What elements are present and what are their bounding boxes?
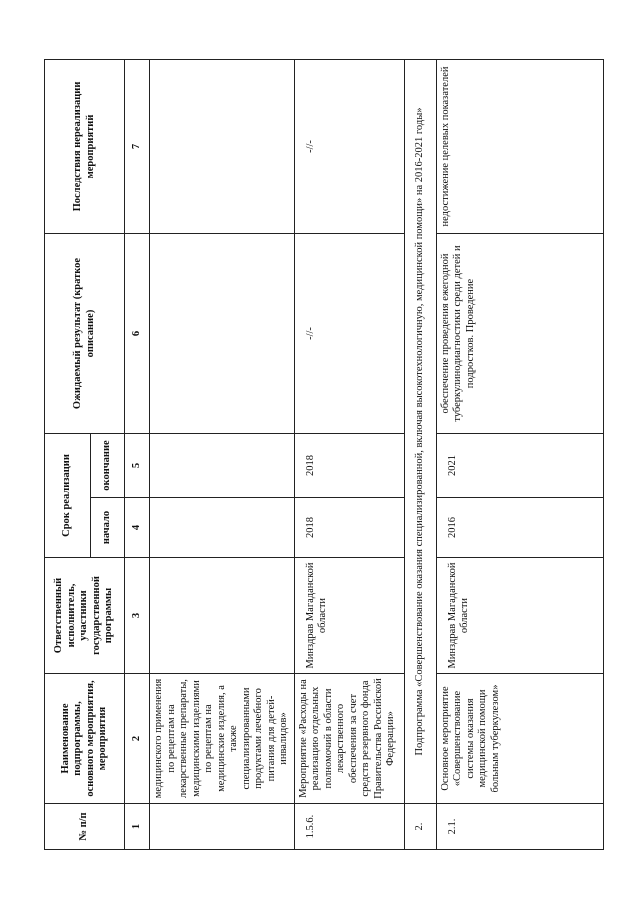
header-name: Наименование подпрограммы, основного мероприятия, мероприятия [45, 674, 125, 804]
table-row [294, 60, 404, 850]
col-number: 5 [125, 434, 150, 498]
row-end-cell [150, 434, 295, 498]
row-executor-cell: Минздрав Магаданской области [294, 558, 404, 674]
row-num-cell: 1.5.6. [294, 804, 404, 850]
table-row [150, 60, 295, 850]
header-row [45, 60, 91, 850]
row-name-cell: Мероприятие «Расходы на реализацию отдельных полномочий в области лекарственного обеспечения за счет средств резервного фонда Правительства Российской Федерации» [294, 674, 404, 804]
program-table [44, 59, 604, 850]
row-executor-cell [150, 558, 295, 674]
col-number: 1 [125, 804, 150, 850]
row-consequence-cell: недостижение целевых показателей [436, 60, 604, 234]
row-num-cell: 2. [404, 804, 436, 850]
row-num-cell [150, 804, 295, 850]
row-name-cell: Основное мероприятие «Совершенствование системы оказания медицинской помощи больным туберкулезом» [436, 674, 604, 804]
subprogram-row [404, 60, 436, 850]
col-number: 4 [125, 498, 150, 558]
subprogram-title: Подпрограмма «Совершенствование оказания специализированной, включая высокотехнологичную, медицинской помощи» на 2016-2021 годы» [404, 60, 436, 804]
rotated-table-frame [44, 60, 604, 850]
header-start: начало [91, 498, 125, 558]
row-consequence-cell [150, 60, 295, 234]
row-num-cell: 2.1. [436, 804, 604, 850]
row-end-cell: 2018 [294, 434, 404, 498]
row-start-cell: 2018 [294, 498, 404, 558]
row-result-cell: -//- [294, 234, 404, 434]
header-executor: Ответственный исполнитель, участники государственной программы [45, 558, 125, 674]
header-num: № п/п [45, 804, 125, 850]
table-row [436, 60, 604, 850]
row-consequence-cell: -//- [294, 60, 404, 234]
row-result-cell [150, 234, 295, 434]
header-end: окончание [91, 434, 125, 498]
column-number-row [125, 60, 150, 850]
col-number: 7 [125, 60, 150, 234]
row-executor-cell: Минздрав Магаданской области [436, 558, 604, 674]
col-number: 3 [125, 558, 150, 674]
row-start-cell [150, 498, 295, 558]
col-number: 2 [125, 674, 150, 804]
header-consequence: Последствия нереализации мероприятий [45, 60, 125, 234]
row-result-cell: обеспечение проведения ежегодной туберкулинодиагностики среди детей и подростков. Проведение [436, 234, 604, 434]
col-number: 6 [125, 234, 150, 434]
header-period: Срок реализации [45, 434, 91, 558]
row-start-cell: 2016 [436, 498, 604, 558]
header-result: Ожидаемый результат (краткое описание) [45, 234, 125, 434]
row-name-cell: медицинского применения по рецептам на лекарственные препараты, медицинскими изделиями по рецептам на медицинские изделия, а также специализированными продуктами лечебного питания для детей-инвалидов» [150, 674, 295, 804]
table-container [44, 60, 604, 850]
row-end-cell: 2021 [436, 434, 604, 498]
